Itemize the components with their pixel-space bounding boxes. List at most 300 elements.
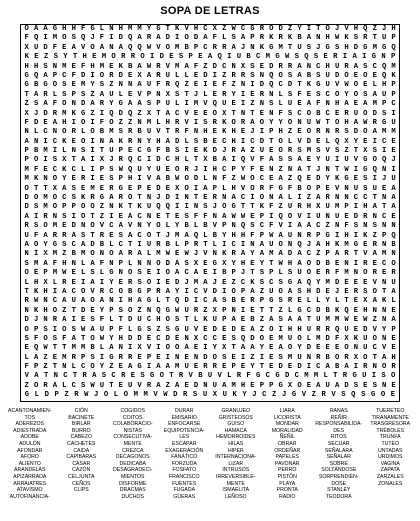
grid-letter[interactable]: Y [63,53,68,62]
grid-letter[interactable]: Q [363,25,368,33]
grid-letter[interactable]: P [24,156,29,165]
grid-letter[interactable]: O [391,372,396,381]
grid-letter[interactable]: J [252,391,257,400]
grid-letter[interactable]: R [325,325,330,334]
grid-letter[interactable]: O [140,53,145,62]
grid-letter[interactable]: V [184,109,189,118]
grid-letter[interactable]: W [33,297,39,306]
grid-letter[interactable]: J [316,165,321,174]
grid-letter[interactable]: V [278,222,283,231]
grid-letter[interactable]: S [165,325,170,334]
grid-letter[interactable]: E [71,81,76,90]
grid-letter[interactable]: T [259,363,265,372]
grid-letter[interactable]: O [80,137,86,146]
grid-letter[interactable]: G [52,240,58,249]
grid-letter[interactable]: R [184,165,189,174]
grid-letter[interactable]: N [52,212,58,221]
grid-letter[interactable]: L [113,391,119,400]
grid-letter[interactable]: U [316,212,321,221]
grid-letter[interactable]: R [287,147,293,156]
grid-letter[interactable]: R [259,90,265,99]
grid-letter[interactable]: E [128,71,133,80]
grid-letter[interactable]: V [137,381,142,390]
grid-letter[interactable]: U [128,381,133,390]
grid-letter[interactable]: V [193,325,199,334]
grid-letter[interactable]: S [53,53,58,62]
grid-letter[interactable]: A [184,344,189,353]
grid-letter[interactable]: D [24,316,29,325]
grid-letter[interactable]: R [99,287,105,296]
grid-letter[interactable]: J [193,250,199,259]
grid-letter[interactable]: E [212,137,217,146]
grid-letter[interactable]: E [184,353,189,362]
grid-letter[interactable]: A [391,203,396,212]
grid-letter[interactable]: Z [259,316,265,325]
grid-letter[interactable]: I [137,175,142,184]
grid-letter[interactable]: I [240,90,246,99]
grid-letter[interactable]: H [118,25,123,33]
grid-letter[interactable]: H [325,34,330,43]
grid-letter[interactable]: M [143,391,148,400]
grid-letter[interactable]: W [316,118,321,127]
grid-letter[interactable]: T [325,118,330,127]
grid-letter[interactable]: T [165,297,170,306]
grid-letter[interactable]: D [212,147,217,156]
grid-letter[interactable]: M [231,381,236,390]
grid-letter[interactable]: R [321,391,326,400]
grid-letter[interactable]: A [372,297,377,306]
grid-letter[interactable]: E [137,353,142,362]
grid-letter[interactable]: O [269,25,274,33]
grid-letter[interactable]: L [118,90,123,99]
grid-letter[interactable]: O [33,194,39,203]
grid-letter[interactable]: G [156,25,161,33]
grid-letter[interactable]: N [146,194,152,203]
grid-letter[interactable]: M [325,316,330,325]
grid-letter[interactable]: P [118,175,123,184]
grid-letter[interactable]: Z [118,118,123,127]
grid-letter[interactable]: G [24,81,29,90]
grid-letter[interactable]: I [222,240,227,249]
grid-letter[interactable]: F [184,128,189,137]
grid-letter[interactable]: U [24,231,29,240]
grid-letter[interactable]: T [90,231,95,240]
grid-letter[interactable]: A [297,156,302,165]
grid-letter[interactable]: O [43,222,48,231]
grid-letter[interactable]: E [391,334,396,343]
grid-letter[interactable]: I [90,156,95,165]
grid-letter[interactable]: E [222,278,227,287]
grid-letter[interactable]: O [128,194,133,203]
grid-letter[interactable]: N [381,381,387,390]
grid-letter[interactable]: N [33,137,39,146]
grid-letter[interactable]: I [391,165,396,174]
grid-letter[interactable]: S [109,175,114,184]
grid-letter[interactable]: K [334,240,340,249]
grid-letter[interactable]: P [118,147,123,156]
grid-letter[interactable]: F [269,222,274,231]
grid-letter[interactable]: V [217,372,222,381]
grid-letter[interactable]: R [52,109,58,118]
grid-letter[interactable]: R [278,34,283,43]
grid-letter[interactable]: O [52,81,58,90]
grid-letter[interactable]: N [391,250,396,259]
grid-letter[interactable]: N [325,212,330,221]
grid-letter[interactable]: O [80,203,86,212]
grid-letter[interactable]: S [363,62,368,71]
grid-letter[interactable]: O [165,269,170,278]
grid-letter[interactable]: R [259,184,265,193]
grid-letter[interactable]: K [287,34,293,43]
grid-letter[interactable]: O [90,297,95,306]
grid-letter[interactable]: C [353,194,359,203]
grid-letter[interactable]: I [250,81,255,90]
grid-letter[interactable]: E [109,231,114,240]
grid-letter[interactable]: U [381,90,387,99]
grid-letter[interactable]: F [71,71,76,80]
grid-letter[interactable]: B [212,156,217,165]
grid-letter[interactable]: J [240,43,246,52]
grid-letter[interactable]: Q [156,203,161,212]
grid-letter[interactable]: O [306,184,312,193]
grid-letter[interactable]: X [175,184,180,193]
grid-letter[interactable]: D [334,278,340,287]
grid-letter[interactable]: B [203,222,208,231]
grid-letter[interactable]: S [71,184,76,193]
grid-letter[interactable]: D [80,100,86,109]
grid-letter[interactable]: Y [325,175,330,184]
grid-letter[interactable]: W [175,306,180,315]
grid-letter[interactable]: U [269,287,274,296]
grid-letter[interactable]: E [250,90,255,99]
grid-letter[interactable]: E [240,297,246,306]
grid-letter[interactable]: H [325,62,330,71]
grid-letter[interactable]: N [146,306,152,315]
grid-letter[interactable]: E [212,90,217,99]
grid-letter[interactable]: L [287,194,293,203]
grid-letter[interactable]: S [71,34,76,43]
grid-letter[interactable]: Z [184,81,189,90]
grid-letter[interactable]: U [146,128,152,137]
grid-letter[interactable]: P [259,381,265,390]
grid-letter[interactable]: P [325,250,330,259]
grid-letter[interactable]: N [24,306,29,315]
grid-letter[interactable]: Y [212,344,217,353]
grid-letter[interactable]: E [222,325,227,334]
grid-letter[interactable]: A [137,81,142,90]
grid-letter[interactable]: Y [175,222,180,231]
grid-letter[interactable]: R [82,372,87,381]
grid-letter[interactable]: T [118,316,123,325]
grid-letter[interactable]: G [352,372,357,381]
grid-letter[interactable]: N [287,240,293,249]
grid-letter[interactable]: E [269,344,274,353]
grid-letter[interactable]: R [325,194,330,203]
grid-letter[interactable]: F [156,81,161,90]
grid-letter[interactable]: A [297,62,302,71]
grid-letter[interactable]: J [281,391,287,400]
grid-letter[interactable]: R [316,325,321,334]
grid-letter[interactable]: O [165,316,170,325]
grid-letter[interactable]: A [184,62,189,71]
grid-letter[interactable]: J [316,43,321,52]
grid-letter[interactable]: O [24,184,29,193]
grid-letter[interactable]: P [24,147,29,156]
grid-letter[interactable]: D [297,363,302,372]
grid-letter[interactable]: U [325,156,330,165]
grid-letter[interactable]: I [193,297,199,306]
grid-letter[interactable]: A [231,43,236,52]
grid-letter[interactable]: S [178,53,184,62]
grid-letter[interactable]: M [175,62,180,71]
grid-letter[interactable]: E [128,90,133,99]
grid-letter[interactable]: D [33,118,39,127]
grid-letter[interactable]: Q [137,43,142,52]
grid-letter[interactable]: A [372,128,377,137]
grid-letter[interactable]: K [232,391,237,400]
grid-letter[interactable]: O [344,71,349,80]
grid-letter[interactable]: Q [297,175,302,184]
grid-letter[interactable]: N [156,90,161,99]
grid-letter[interactable]: Q [344,306,349,315]
grid-letter[interactable]: U [287,334,293,343]
grid-letter[interactable]: P [109,306,114,315]
grid-letter[interactable]: N [43,297,48,306]
grid-letter[interactable]: N [287,165,293,174]
grid-letter[interactable]: O [363,353,368,362]
grid-letter[interactable]: L [184,137,189,146]
grid-letter[interactable]: O [90,363,95,372]
grid-letter[interactable]: R [212,118,217,127]
grid-letter[interactable]: D [128,316,133,325]
grid-letter[interactable]: T [169,372,174,381]
grid-letter[interactable]: B [128,287,133,296]
grid-letter[interactable]: S [118,306,123,315]
grid-letter[interactable]: B [297,184,302,193]
grid-letter[interactable]: X [43,278,48,287]
grid-letter[interactable]: O [90,43,95,52]
grid-letter[interactable]: Z [250,147,255,156]
grid-letter[interactable]: Z [203,306,208,315]
grid-letter[interactable]: R [231,147,236,156]
grid-letter[interactable]: O [353,90,359,99]
grid-letter[interactable]: O [90,334,95,343]
grid-letter[interactable]: M [391,128,396,137]
grid-letter[interactable]: K [137,203,142,212]
grid-letter[interactable]: P [62,203,67,212]
grid-letter[interactable]: S [62,240,67,249]
grid-letter[interactable]: T [72,53,78,62]
grid-letter[interactable]: I [278,325,283,334]
grid-letter[interactable]: D [344,381,349,390]
grid-letter[interactable]: B [297,34,302,43]
grid-letter[interactable]: N [193,353,199,362]
grid-letter[interactable]: T [297,81,302,90]
grid-letter[interactable]: U [99,325,105,334]
grid-letter[interactable]: K [203,147,208,156]
grid-letter[interactable]: I [175,194,180,203]
grid-letter[interactable]: M [80,81,86,90]
grid-letter[interactable]: O [334,353,340,362]
grid-letter[interactable]: M [43,147,48,156]
grid-letter[interactable]: E [212,81,217,90]
grid-letter[interactable]: L [184,156,189,165]
grid-letter[interactable]: V [240,184,246,193]
grid-letter[interactable]: E [344,287,349,296]
grid-letter[interactable]: S [43,62,48,71]
grid-letter[interactable]: L [227,372,232,381]
grid-letter[interactable]: E [372,71,377,80]
grid-letter[interactable]: N [306,353,312,362]
grid-letter[interactable]: H [118,334,123,343]
grid-letter[interactable]: Z [259,287,265,296]
grid-letter[interactable]: P [316,231,321,240]
grid-letter[interactable]: R [121,372,126,381]
grid-letter[interactable]: X [165,90,170,99]
grid-letter[interactable]: L [99,25,105,33]
grid-letter[interactable]: O [250,184,255,193]
grid-letter[interactable]: H [231,184,236,193]
grid-letter[interactable]: S [175,147,180,156]
grid-letter[interactable]: M [101,53,107,62]
grid-letter[interactable]: V [24,372,29,381]
grid-letter[interactable]: A [175,259,180,268]
grid-letter[interactable]: O [372,287,377,296]
grid-letter[interactable]: A [297,259,302,268]
grid-letter[interactable]: S [250,71,255,80]
grid-letter[interactable]: K [353,334,359,343]
grid-letter[interactable]: G [269,43,274,52]
grid-letter[interactable]: D [175,137,180,146]
grid-letter[interactable]: H [240,259,246,268]
grid-letter[interactable]: M [24,165,29,174]
grid-letter[interactable]: A [297,278,302,287]
grid-letter[interactable]: Y [109,278,114,287]
grid-letter[interactable]: G [90,25,95,33]
grid-letter[interactable]: Q [269,81,274,90]
grid-letter[interactable]: E [390,391,396,400]
grid-letter[interactable]: V [363,250,368,259]
grid-letter[interactable]: M [33,259,39,268]
grid-letter[interactable]: M [316,334,321,343]
grid-letter[interactable]: O [43,334,48,343]
grid-letter[interactable]: I [287,222,293,231]
grid-letter[interactable]: C [165,156,170,165]
grid-letter[interactable]: A [259,250,265,259]
grid-letter[interactable]: R [344,62,349,71]
grid-letter[interactable]: E [99,184,105,193]
grid-letter[interactable]: I [99,109,105,118]
grid-letter[interactable]: W [269,231,274,240]
grid-letter[interactable]: O [222,203,227,212]
grid-letter[interactable]: D [203,353,208,362]
grid-letter[interactable]: F [203,212,208,221]
grid-letter[interactable]: N [316,34,321,43]
grid-letter[interactable]: M [325,278,330,287]
grid-letter[interactable]: S [297,287,302,296]
grid-letter[interactable]: S [33,100,39,109]
grid-letter[interactable]: I [184,147,189,156]
grid-letter[interactable]: H [344,118,349,127]
grid-letter[interactable]: O [278,147,283,156]
grid-letter[interactable]: S [192,391,198,400]
grid-letter[interactable]: P [269,128,274,137]
grid-letter[interactable]: P [269,381,274,390]
grid-letter[interactable]: M [43,203,48,212]
grid-letter[interactable]: B [90,344,95,353]
grid-letter[interactable]: U [363,344,368,353]
grid-letter[interactable]: Y [242,391,247,400]
grid-letter[interactable]: S [62,81,67,90]
grid-letter[interactable]: R [372,118,377,127]
grid-letter[interactable]: C [71,165,76,174]
grid-letter[interactable]: C [212,334,217,343]
grid-letter[interactable]: S [381,109,387,118]
grid-letter[interactable]: V [297,212,302,221]
grid-letter[interactable]: A [99,90,105,99]
grid-letter[interactable]: T [156,109,161,118]
grid-letter[interactable]: I [297,194,302,203]
grid-letter[interactable]: S [203,118,208,127]
grid-letter[interactable]: J [250,128,255,137]
grid-letter[interactable]: E [203,194,208,203]
grid-letter[interactable]: A [90,325,95,334]
grid-letter[interactable]: F [212,34,217,43]
grid-letter[interactable]: I [240,306,246,315]
grid-letter[interactable]: E [334,344,340,353]
grid-letter[interactable]: G [363,165,368,174]
grid-letter[interactable]: P [146,287,152,296]
grid-letter[interactable]: I [306,25,312,33]
grid-letter[interactable]: K [269,34,274,43]
grid-letter[interactable]: E [363,137,368,146]
grid-letter[interactable]: L [62,147,67,156]
grid-letter[interactable]: A [156,363,161,372]
grid-letter[interactable]: X [222,344,227,353]
grid-letter[interactable]: N [99,137,105,146]
grid-letter[interactable]: N [325,100,330,109]
grid-letter[interactable]: C [372,344,377,353]
grid-letter[interactable]: A [24,240,29,249]
grid-letter[interactable]: Z [64,391,69,400]
grid-letter[interactable]: I [184,100,189,109]
grid-letter[interactable]: P [391,53,396,62]
grid-letter[interactable]: F [99,34,105,43]
grid-letter[interactable]: R [156,71,161,80]
grid-letter[interactable]: O [259,194,265,203]
grid-letter[interactable]: I [269,212,274,221]
grid-letter[interactable]: L [212,240,217,249]
grid-letter[interactable]: E [109,62,114,71]
grid-letter[interactable]: R [344,353,349,362]
grid-letter[interactable]: S [278,353,283,362]
grid-letter[interactable]: O [146,231,152,240]
grid-letter[interactable]: I [33,212,39,221]
grid-letter[interactable]: O [344,344,349,353]
grid-letter[interactable]: M [175,231,180,240]
grid-letter[interactable]: F [24,34,29,43]
grid-letter[interactable]: I [52,287,58,296]
grid-letter[interactable]: P [156,100,161,109]
grid-letter[interactable]: M [62,62,67,71]
grid-letter[interactable]: B [391,240,396,249]
grid-letter[interactable]: U [165,71,170,80]
grid-letter[interactable]: Y [259,259,265,268]
grid-letter[interactable]: I [146,156,152,165]
grid-letter[interactable]: M [306,147,312,156]
grid-letter[interactable]: Z [306,194,312,203]
grid-letter[interactable]: E [193,363,199,372]
